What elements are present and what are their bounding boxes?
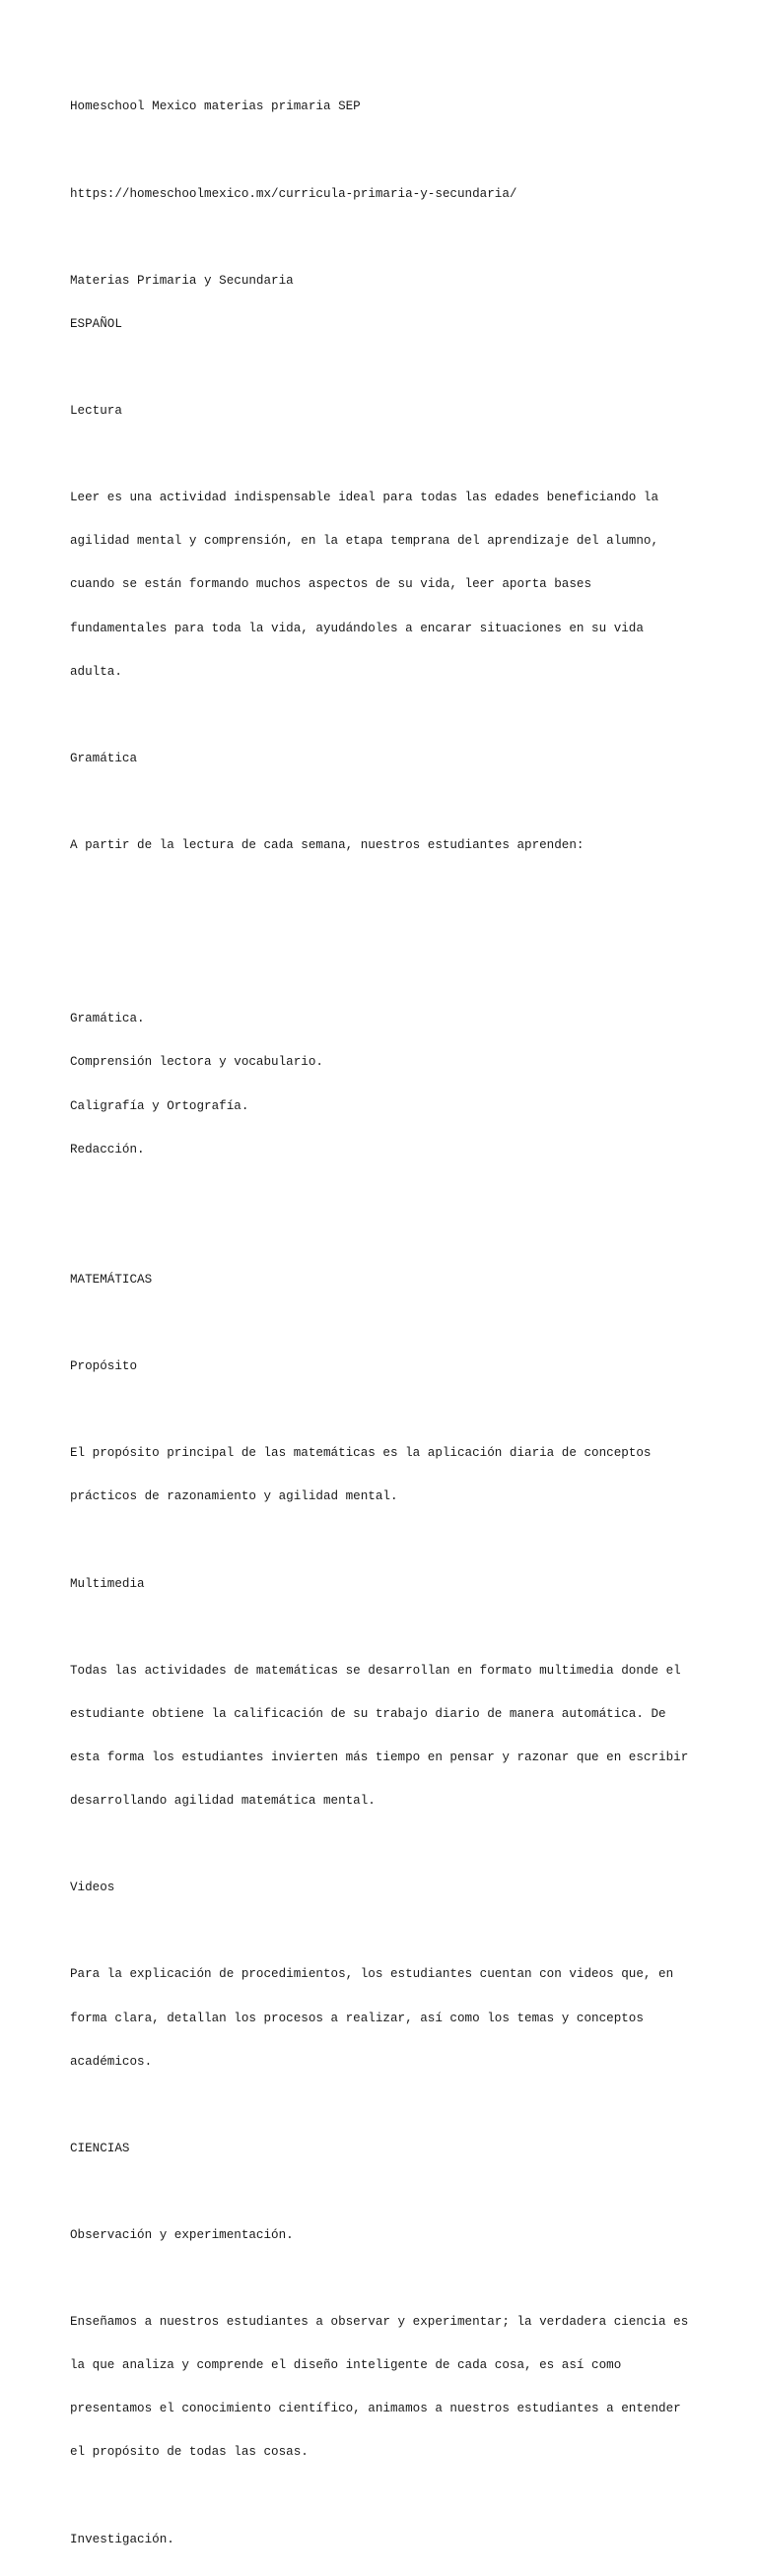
list-item: Redacción. [70, 1142, 145, 1156]
paragraph-line: esta forma los estudiantes invierten más tiempo en pensar y razonar que en escribir [70, 1750, 689, 1764]
paragraph-line: prácticos de razonamiento y agilidad mental. [70, 1489, 398, 1504]
paragraph-line: académicos. [70, 2054, 153, 2069]
subheading-proposito: Propósito [70, 1359, 138, 1374]
paragraph-line: la que analiza y comprende el diseño inteligente de cada cosa, es así como [70, 2358, 622, 2373]
document-body [70, 71, 701, 2576]
paragraph-line: presentamos el conocimiento científico, animamos a nuestros estudiantes a entender [70, 2402, 681, 2416]
section-heading-espanol: ESPAÑOL [70, 316, 122, 331]
document-subtitle: Materias Primaria y Secundaria [70, 273, 294, 288]
subheading-multimedia: Multimedia [70, 1576, 145, 1591]
paragraph-line: El propósito principal de las matemáticas es la aplicación diaria de conceptos [70, 1446, 652, 1461]
list-item: Gramática. [70, 1012, 145, 1026]
paragraph-line: Leer es una actividad indispensable ideal para todas las edades beneficiando la [70, 491, 659, 505]
section-heading-matematicas: MATEMÁTICAS [70, 1272, 153, 1287]
paragraph-line: adulta. [70, 664, 122, 679]
paragraph-line: estudiante obtiene la calificación de su trabajo diario de manera automática. De [70, 1706, 666, 1721]
paragraph-line: Enseñamos a nuestros estudiantes a observar y experimentar; la verdadera ciencia es [70, 2315, 689, 2330]
document-title: Homeschool Mexico materias primaria SEP [70, 99, 361, 114]
subheading-videos: Videos [70, 1881, 115, 1895]
paragraph-line: agilidad mental y comprensión, en la etapa temprana del aprendizaje del alumno, [70, 534, 659, 549]
subheading-investigacion: Investigación. [70, 2532, 174, 2546]
paragraph-line: Para la explicación de procedimientos, los estudiantes cuentan con videos que, en [70, 1967, 674, 1982]
list-item: Comprensión lectora y vocabulario. [70, 1055, 323, 1070]
paragraph-line: fundamentales para toda la vida, ayudándoles a encarar situaciones en su vida [70, 621, 644, 635]
subheading-lectura: Lectura [70, 404, 122, 419]
paragraph-line: cuando se están formando muchos aspectos de su vida, leer aporta bases [70, 577, 592, 592]
subheading-gramatica: Gramática [70, 751, 138, 765]
subheading-observacion: Observación y experimentación. [70, 2228, 294, 2242]
paragraph-line: Todas las actividades de matemáticas se desarrollan en formato multimedia donde el [70, 1663, 681, 1678]
list-item: Caligrafía y Ortografía. [70, 1098, 249, 1113]
source-url: https://homeschoolmexico.mx/curricula-primaria-y-secundaria/ [70, 186, 517, 201]
section-heading-ciencias: CIENCIAS [70, 2141, 130, 2155]
paragraph-line: forma clara, detallan los procesos a realizar, así como los temas y conceptos [70, 2011, 644, 2025]
paragraph-line: A partir de la lectura de cada semana, nuestros estudiantes aprenden: [70, 838, 585, 852]
paragraph-line: el propósito de todas las cosas. [70, 2445, 309, 2460]
paragraph-line: desarrollando agilidad matemática mental. [70, 1794, 376, 1809]
